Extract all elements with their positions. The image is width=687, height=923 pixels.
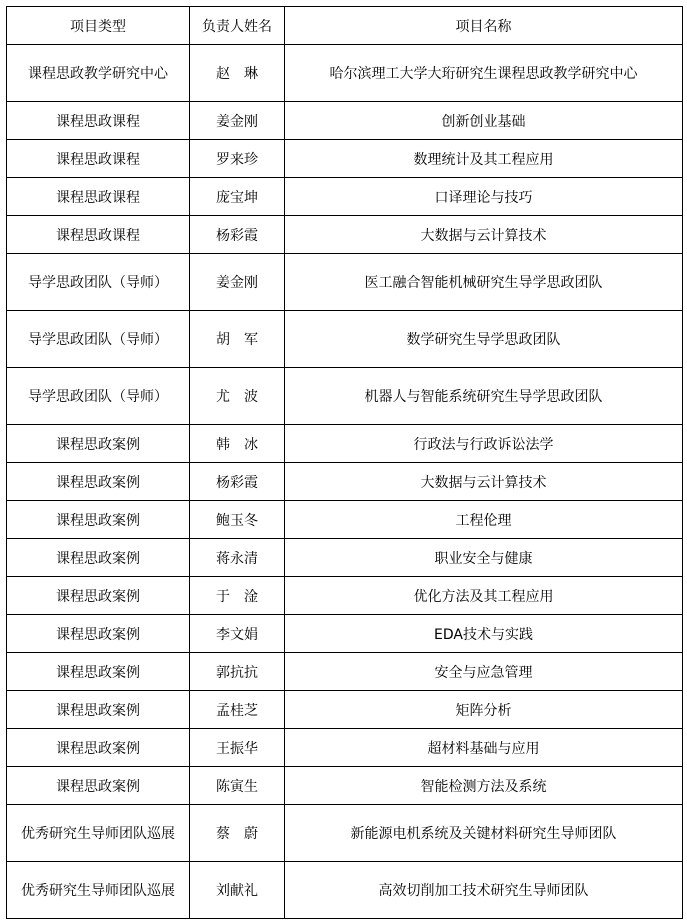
cell-project-type: 导学思政团队（导师） (7, 368, 190, 425)
cell-project-name: 行政法与行政诉讼法学 (285, 425, 683, 463)
cell-project-name: EDA技术与实践 (285, 615, 683, 653)
cell-leader-name: 姜金刚 (190, 102, 285, 140)
cell-project-name: 智能检测方法及系统 (285, 767, 683, 805)
cell-project-name: 创新创业基础 (285, 102, 683, 140)
header-leader-name: 负责人姓名 (190, 7, 285, 45)
table-row (7, 653, 683, 691)
cell-project-type: 课程思政案例 (7, 539, 190, 577)
cell-leader-name: 赵 琳 (190, 45, 285, 102)
cell-project-name: 优化方法及其工程应用 (285, 577, 683, 615)
cell-project-name: 高效切削加工技术研究生导师团队 (285, 862, 683, 919)
cell-project-type: 课程思政案例 (7, 463, 190, 501)
cell-project-name: 工程伦理 (285, 501, 683, 539)
cell-project-name: 大数据与云计算技术 (285, 216, 683, 254)
table-row (7, 539, 683, 577)
table-row (7, 254, 683, 311)
cell-leader-name: 蒋永清 (190, 539, 285, 577)
cell-leader-name: 蔡 蔚 (190, 805, 285, 862)
project-table (6, 6, 683, 919)
cell-project-name: 哈尔滨理工大学大珩研究生课程思政教学研究中心 (285, 45, 683, 102)
header-project-type: 项目类型 (7, 7, 190, 45)
cell-leader-name: 于 淦 (190, 577, 285, 615)
cell-project-type: 课程思政案例 (7, 767, 190, 805)
cell-project-type: 优秀研究生导师团队巡展 (7, 862, 190, 919)
cell-project-type: 课程思政案例 (7, 653, 190, 691)
table-row (7, 45, 683, 102)
cell-leader-name: 韩 冰 (190, 425, 285, 463)
cell-project-name: 大数据与云计算技术 (285, 463, 683, 501)
header-project-name: 项目名称 (285, 7, 683, 45)
cell-leader-name: 杨彩霞 (190, 216, 285, 254)
cell-project-type: 课程思政教学研究中心 (7, 45, 190, 102)
cell-leader-name: 王振华 (190, 729, 285, 767)
cell-project-type: 优秀研究生导师团队巡展 (7, 805, 190, 862)
cell-project-name: 安全与应急管理 (285, 653, 683, 691)
cell-leader-name: 胡 军 (190, 311, 285, 368)
cell-project-type: 课程思政案例 (7, 425, 190, 463)
cell-leader-name: 尤 波 (190, 368, 285, 425)
table-row (7, 216, 683, 254)
table-row (7, 140, 683, 178)
table-row (7, 615, 683, 653)
table-row (7, 501, 683, 539)
cell-project-name: 新能源电机系统及关键材料研究生导师团队 (285, 805, 683, 862)
cell-leader-name: 鲍玉冬 (190, 501, 285, 539)
table-row (7, 767, 683, 805)
table-row (7, 425, 683, 463)
table-row (7, 311, 683, 368)
cell-project-type: 课程思政课程 (7, 216, 190, 254)
cell-leader-name: 陈寅生 (190, 767, 285, 805)
table-row (7, 577, 683, 615)
cell-project-type: 课程思政案例 (7, 615, 190, 653)
table-row (7, 862, 683, 919)
cell-project-type: 课程思政课程 (7, 140, 190, 178)
cell-project-name: 数理统计及其工程应用 (285, 140, 683, 178)
cell-project-name: 口译理论与技巧 (285, 178, 683, 216)
cell-project-type: 课程思政案例 (7, 729, 190, 767)
cell-leader-name: 刘献礼 (190, 862, 285, 919)
cell-project-type: 课程思政课程 (7, 102, 190, 140)
header-row (7, 7, 683, 45)
cell-project-name: 数学研究生导学思政团队 (285, 311, 683, 368)
table-row (7, 102, 683, 140)
cell-leader-name: 郭抗抗 (190, 653, 285, 691)
cell-leader-name: 李文娟 (190, 615, 285, 653)
table-row (7, 463, 683, 501)
cell-leader-name: 姜金刚 (190, 254, 285, 311)
cell-project-name: 矩阵分析 (285, 691, 683, 729)
cell-project-name: 超材料基础与应用 (285, 729, 683, 767)
cell-project-name: 机器人与智能系统研究生导学思政团队 (285, 368, 683, 425)
cell-project-type: 导学思政团队（导师） (7, 254, 190, 311)
cell-project-name: 职业安全与健康 (285, 539, 683, 577)
table-row (7, 368, 683, 425)
table-row (7, 805, 683, 862)
cell-project-type: 课程思政案例 (7, 691, 190, 729)
table-row (7, 691, 683, 729)
cell-leader-name: 杨彩霞 (190, 463, 285, 501)
cell-leader-name: 庞宝坤 (190, 178, 285, 216)
cell-project-type: 课程思政课程 (7, 178, 190, 216)
cell-project-type: 课程思政案例 (7, 501, 190, 539)
cell-leader-name: 孟桂芝 (190, 691, 285, 729)
table-row (7, 729, 683, 767)
cell-project-type: 课程思政案例 (7, 577, 190, 615)
cell-project-type: 导学思政团队（导师） (7, 311, 190, 368)
cell-project-name: 医工融合智能机械研究生导学思政团队 (285, 254, 683, 311)
cell-leader-name: 罗来珍 (190, 140, 285, 178)
table-row (7, 178, 683, 216)
